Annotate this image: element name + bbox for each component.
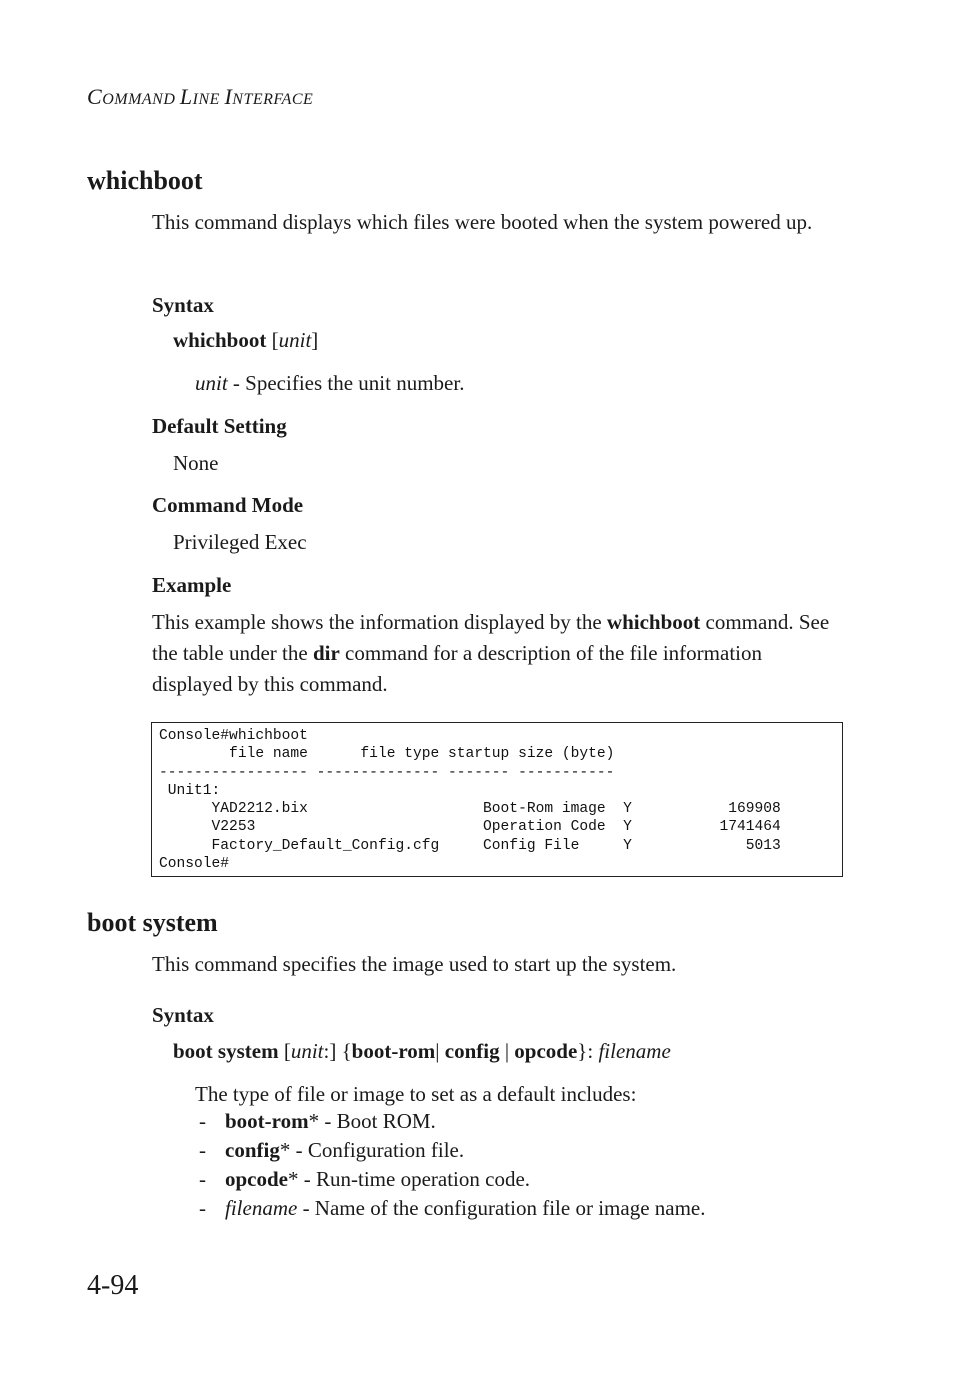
list-item-desc: - Name of the configuration file or image name. bbox=[297, 1196, 706, 1220]
list-dash: - bbox=[199, 1196, 206, 1220]
whichboot-description: This command displays which files were booted when the system powered up. bbox=[152, 210, 813, 234]
list-item-desc: * - Configuration file. bbox=[279, 1138, 465, 1162]
boot-system-syntax-heading: Syntax bbox=[152, 1003, 214, 1027]
whichboot-syntax-command: whichboot bbox=[173, 328, 267, 352]
console-output-box bbox=[151, 722, 843, 877]
header-cap-c: C bbox=[87, 84, 103, 109]
running-header bbox=[87, 84, 313, 110]
example-paragraph bbox=[152, 607, 838, 700]
console-output: Console#whichboot file name file type startup size (byte) ----------------- -------------- ------- ----------- Unit1: YAD2212.bix Boot-Rom image Y 169908 V2253 Operation Code Y 1741464 Factory_Default_Config.cfg Config File Y 5013 Console# bbox=[159, 728, 781, 873]
syntax-boot-system: boot system bbox=[173, 1039, 279, 1063]
list-item bbox=[199, 1167, 530, 1192]
list-item-desc: * - Run-time operation code. bbox=[288, 1167, 531, 1191]
syntax-config: config bbox=[444, 1039, 500, 1063]
default-setting-heading: Default Setting bbox=[152, 414, 287, 438]
syntax-sep-1: | bbox=[435, 1039, 445, 1063]
boot-system-description: This command specifies the image used to start up the system. bbox=[152, 952, 677, 976]
list-dash: - bbox=[199, 1138, 206, 1162]
header-word-line: INE bbox=[192, 91, 225, 108]
list-item-term: filename bbox=[225, 1196, 298, 1220]
example-bold-whichboot: whichboot bbox=[606, 610, 701, 634]
syntax-param-unit: unit bbox=[278, 328, 312, 352]
syntax-boot-rom: boot-rom bbox=[351, 1039, 436, 1063]
list-item bbox=[199, 1138, 464, 1163]
syntax-after-unit: :] { bbox=[323, 1039, 352, 1063]
syntax-opcode: opcode bbox=[514, 1039, 578, 1063]
syntax-filename: filename bbox=[598, 1039, 671, 1063]
header-cap-l: L bbox=[179, 84, 193, 109]
list-item-desc: * - Boot ROM. bbox=[308, 1109, 436, 1133]
syntax-sep-2: | bbox=[499, 1039, 515, 1063]
example-text-3: command for a description of the file information displayed by this command. bbox=[152, 641, 762, 696]
example-text-2: command. See the table under the bbox=[152, 610, 830, 665]
list-item-term: opcode bbox=[225, 1167, 288, 1191]
boot-system-title: boot system bbox=[87, 908, 218, 937]
page-number: 4-94 bbox=[87, 1270, 139, 1301]
whichboot-param-desc bbox=[195, 368, 464, 399]
default-setting-value: None bbox=[173, 451, 219, 475]
command-mode-value: Privileged Exec bbox=[173, 530, 307, 554]
command-mode-heading: Command Mode bbox=[152, 493, 304, 517]
header-cap-i: I bbox=[224, 84, 233, 109]
list-dash: - bbox=[199, 1167, 206, 1191]
whichboot-title: whichboot bbox=[87, 166, 203, 195]
list-item bbox=[199, 1196, 706, 1221]
example-text-1: This example shows the information displayed by the bbox=[152, 610, 607, 634]
boot-system-syntax-line bbox=[173, 1039, 671, 1064]
list-dash: - bbox=[199, 1109, 206, 1133]
param-name-unit: unit bbox=[195, 371, 228, 395]
list-item-term: config bbox=[225, 1138, 280, 1162]
param-desc-text: - Specifies the unit number. bbox=[227, 371, 465, 395]
syntax-bracket-open: [ bbox=[266, 328, 279, 352]
whichboot-syntax-line bbox=[173, 328, 318, 353]
syntax-bracket-close: ] bbox=[311, 328, 319, 352]
header-word-command: OMMAND bbox=[102, 91, 180, 108]
list-item-term: boot-rom bbox=[225, 1109, 309, 1133]
syntax-unit: unit bbox=[290, 1039, 324, 1063]
whichboot-syntax-heading: Syntax bbox=[152, 293, 214, 317]
syntax-open: [ bbox=[278, 1039, 291, 1063]
example-heading: Example bbox=[152, 573, 232, 597]
example-bold-dir: dir bbox=[312, 641, 340, 665]
syntax-close: }: bbox=[577, 1039, 599, 1063]
file-types-intro: The type of file or image to set as a default includes: bbox=[195, 1082, 637, 1106]
list-item bbox=[199, 1109, 436, 1134]
header-word-interface: NTERFACE bbox=[232, 91, 314, 108]
